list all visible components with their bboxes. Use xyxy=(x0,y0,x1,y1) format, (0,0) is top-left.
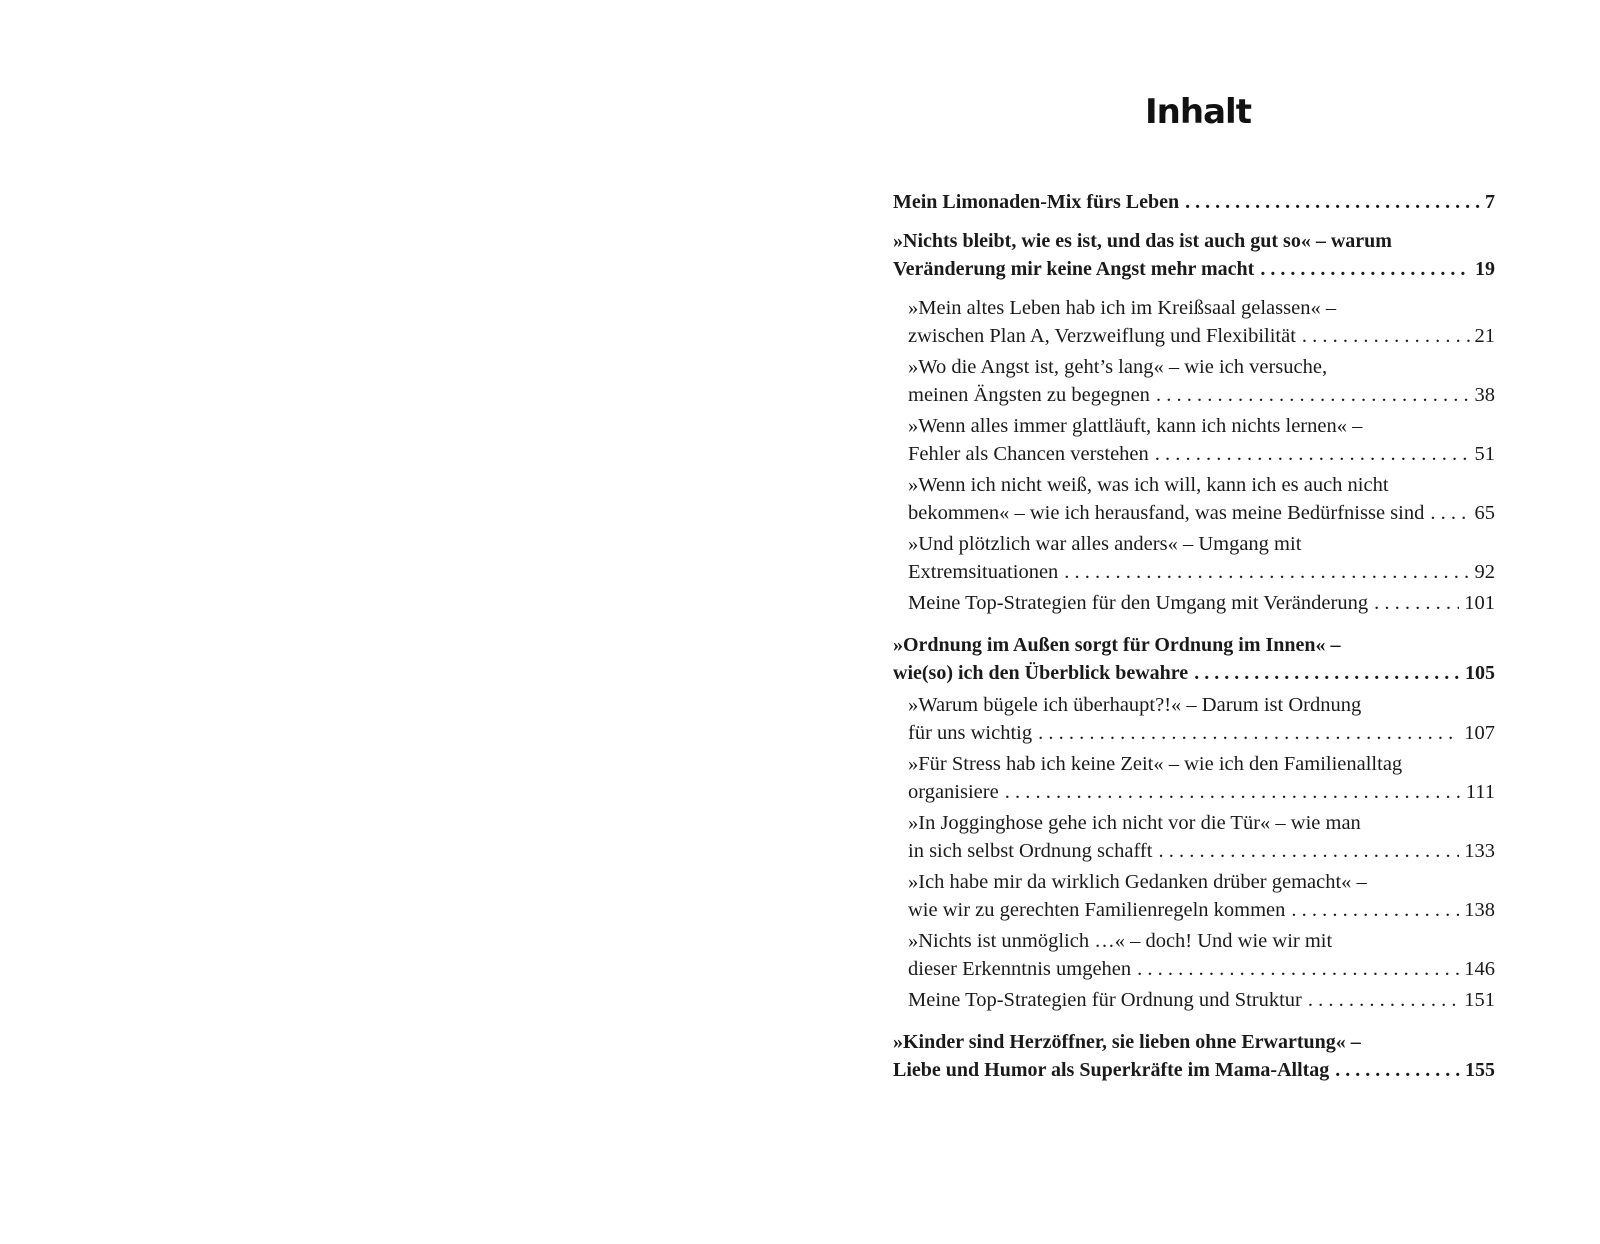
toc-entry-final-line xyxy=(908,778,1495,806)
toc-entry-final-line xyxy=(908,440,1495,468)
toc-page-number: 19 xyxy=(1475,258,1495,280)
dot-leader xyxy=(1374,589,1459,617)
toc-entry-title: Veränderung mir keine Angst mehr macht xyxy=(893,258,1255,280)
toc-entry-line: »Wenn ich nicht weiß, was ich will, kann ich es auch nicht xyxy=(908,474,1389,496)
toc-page-number: 51 xyxy=(1474,443,1495,465)
dot-leader xyxy=(1308,986,1459,1014)
toc-section-entry[interactable] xyxy=(893,412,1495,468)
toc-entry-title: Meine Top-Strategien für den Umgang mit Veränderung xyxy=(908,592,1369,614)
toc-entry-line: »Nichts ist unmöglich …« – doch! Und wie wir mit xyxy=(908,930,1333,952)
toc-entry-line: »Und plötzlich war alles anders« – Umgang mit xyxy=(908,533,1302,555)
toc-entry-final-line xyxy=(908,589,1495,617)
toc-entry-title: für uns wichtig xyxy=(908,722,1033,744)
toc-entry-title: Meine Top-Strategien für Ordnung und Struktur xyxy=(908,989,1302,1011)
toc-entry-final-line xyxy=(908,837,1495,865)
toc-entry-final-line xyxy=(908,955,1495,983)
dot-leader xyxy=(1155,440,1470,468)
toc-page-number: 133 xyxy=(1464,840,1495,862)
dot-leader xyxy=(1038,719,1459,747)
toc-entry-title: Mein Limonaden-Mix fürs Leben xyxy=(893,191,1180,213)
toc-page-number: 155 xyxy=(1465,1059,1495,1081)
toc-entry-title: wie(so) ich den Überblick bewahre xyxy=(893,662,1189,684)
toc-entry-title: in sich selbst Ordnung schafft xyxy=(908,840,1153,862)
toc-page-number: 38 xyxy=(1474,384,1495,406)
toc-entry-final-line xyxy=(908,986,1495,1014)
dot-leader xyxy=(1194,659,1460,687)
toc-entry-line: »Für Stress hab ich keine Zeit« – wie ich den Familienalltag xyxy=(908,753,1403,775)
toc-section-entry[interactable] xyxy=(893,750,1495,806)
dot-leader xyxy=(1335,1056,1460,1084)
dot-leader xyxy=(1291,896,1459,924)
toc-page-number: 107 xyxy=(1464,722,1495,744)
toc-page-number: 7 xyxy=(1485,191,1495,213)
toc-page-number: 105 xyxy=(1465,662,1495,684)
toc-section-entry[interactable] xyxy=(893,927,1495,983)
toc-section-entry[interactable] xyxy=(893,471,1495,527)
toc-page-number: 92 xyxy=(1474,561,1495,583)
toc-page-number: 111 xyxy=(1465,781,1495,803)
toc-entry-title: zwischen Plan A, Verzweiflung und Flexibilität xyxy=(908,325,1296,347)
toc-section-entry[interactable] xyxy=(893,809,1495,865)
dot-leader xyxy=(1064,558,1469,586)
toc-entry-title: wie wir zu gerechten Familienregeln kommen xyxy=(908,899,1286,921)
toc-entry-line: »Ordnung im Außen sorgt für Ordnung im Innen« – xyxy=(893,634,1341,656)
page-title: Inhalt xyxy=(1145,92,1251,132)
toc-entry-line: »Nichts bleibt, wie es ist, und das ist auch gut so« – warum xyxy=(893,230,1392,252)
toc-entry-line: »Kinder sind Herzöffner, sie lieben ohne Erwartung« – xyxy=(893,1031,1361,1053)
toc-chapter-entry[interactable] xyxy=(893,1028,1495,1084)
toc-entry-title: bekommen« – wie ich herausfand, was meine Bedürfnisse sind xyxy=(908,502,1425,524)
toc-entry-line: »Wenn alles immer glattläuft, kann ich nichts lernen« – xyxy=(908,415,1363,437)
toc-entry-final-line xyxy=(908,322,1495,350)
dot-leader xyxy=(1158,837,1459,865)
toc-entry-final-line xyxy=(893,1056,1495,1084)
toc-section-entry[interactable] xyxy=(893,353,1495,409)
toc-entry-line: »Mein altes Leben hab ich im Kreißsaal gelassen« – xyxy=(908,297,1337,319)
toc-entry-line: »Warum bügele ich überhaupt?!« – Darum ist Ordnung xyxy=(908,694,1362,716)
toc-page-number: 21 xyxy=(1474,325,1495,347)
toc-entry-final-line xyxy=(893,659,1495,687)
toc-section-entry[interactable] xyxy=(893,868,1495,924)
toc-page-number: 146 xyxy=(1464,958,1495,980)
toc-section-entry[interactable] xyxy=(893,986,1495,1014)
toc-entry-final-line xyxy=(908,499,1495,527)
dot-leader xyxy=(1005,778,1461,806)
toc-entry-title: meinen Ängsten zu begegnen xyxy=(908,384,1150,406)
toc-page-number: 151 xyxy=(1464,989,1495,1011)
toc-entry-title: Fehler als Chancen verstehen xyxy=(908,443,1149,465)
toc-entry-final-line xyxy=(908,558,1495,586)
toc-entry-final-line xyxy=(908,381,1495,409)
toc-entry-final-line xyxy=(908,719,1495,747)
toc-entry-final-line xyxy=(908,896,1495,924)
dot-leader xyxy=(1185,188,1480,216)
toc-page-number: 101 xyxy=(1464,592,1495,614)
toc-section-entry[interactable] xyxy=(893,691,1495,747)
dot-leader xyxy=(1430,499,1469,527)
toc-chapter-entry[interactable] xyxy=(893,188,1495,216)
toc-entry-final-line xyxy=(893,255,1495,283)
toc-section-entry[interactable] xyxy=(893,294,1495,350)
dot-leader xyxy=(1137,955,1459,983)
toc-section-entry[interactable] xyxy=(893,530,1495,586)
toc-entry-title: Extremsituationen xyxy=(908,561,1059,583)
toc-entry-title: Liebe und Humor als Superkräfte im Mama-Alltag xyxy=(893,1059,1330,1081)
right-page xyxy=(800,0,1600,1244)
toc-entry-title: organisiere xyxy=(908,781,999,803)
dot-leader xyxy=(1156,381,1470,409)
toc-page-number: 138 xyxy=(1464,899,1495,921)
toc-entry-title: dieser Erkenntnis umgehen xyxy=(908,958,1132,980)
toc-entry-final-line xyxy=(893,188,1495,216)
toc-chapter-entry[interactable] xyxy=(893,631,1495,687)
toc-page-number: 65 xyxy=(1474,502,1495,524)
toc-section-entry[interactable] xyxy=(893,589,1495,617)
dot-leader xyxy=(1302,322,1470,350)
toc-entry-line: »Wo die Angst ist, geht’s lang« – wie ich versuche, xyxy=(908,356,1328,378)
toc-chapter-entry[interactable] xyxy=(893,227,1495,283)
dot-leader xyxy=(1260,255,1470,283)
toc-entry-line: »Ich habe mir da wirklich Gedanken drüber gemacht« – xyxy=(908,871,1367,893)
table-of-contents xyxy=(893,188,1495,1088)
toc-entry-line: »In Jogginghose gehe ich nicht vor die Tür« – wie man xyxy=(908,812,1361,834)
